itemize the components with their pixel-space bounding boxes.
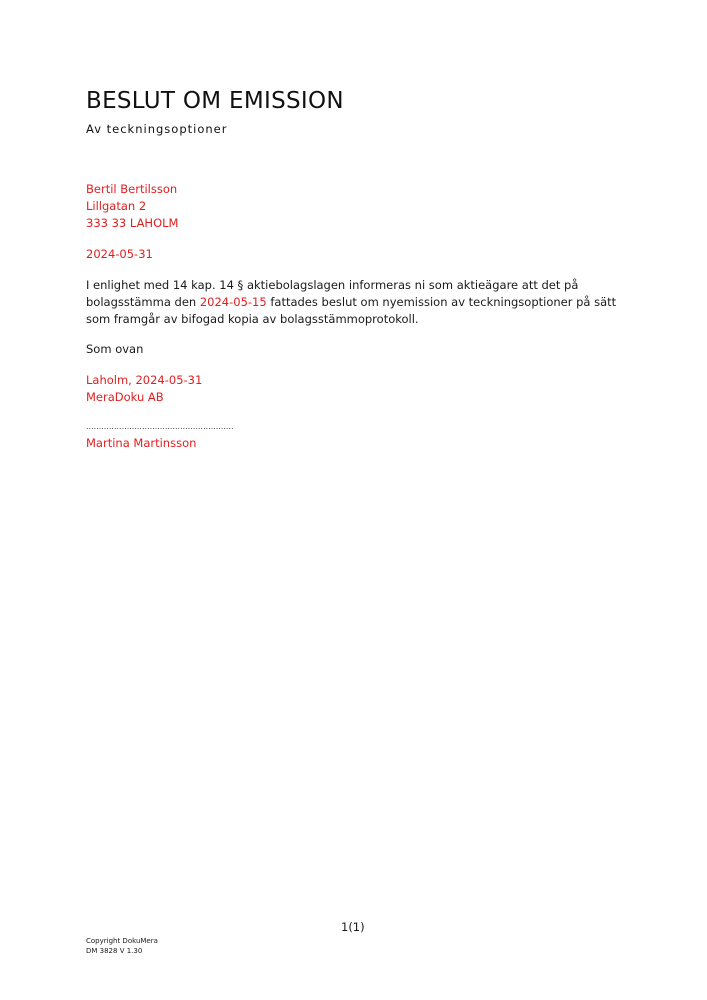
signature-line: ..........................................................: [86, 423, 234, 431]
recipient-postal: 333 33 LAHOLM: [86, 216, 179, 230]
place-date: Laholm, 2024-05-31: [86, 373, 203, 387]
footer-version: DM 3828 V 1.30: [86, 947, 143, 955]
sender-block: [86, 372, 202, 406]
closing-text: Som ovan: [86, 342, 144, 356]
document-subtitle: Av teckningsoptioner: [86, 122, 228, 136]
footer: [86, 936, 158, 956]
body-text-part2: fattades beslut om nyemission av teckningsoptioner på sätt som framgår av bifogad kopia av bolagsstämmoprotokoll.: [86, 295, 617, 326]
recipient-street: Lillgatan 2: [86, 199, 147, 213]
document-title: BESLUT OM EMISSION: [86, 88, 344, 114]
letter-date: [86, 246, 153, 263]
page-number: 1(1): [341, 920, 365, 934]
signature-block: [86, 423, 236, 452]
recipient-address: [86, 181, 178, 232]
closing-phrase: [86, 341, 143, 358]
meeting-date: 2024-05-15: [199, 295, 267, 309]
company-name: MeraDoku AB: [86, 390, 164, 404]
letter-body: [86, 277, 626, 328]
signatory-name: Martina Martinsson: [86, 436, 197, 450]
footer-copyright: Copyright DokuMera: [86, 937, 158, 945]
body-text-part1: I enlighet med 14 kap. 14 § aktiebolagslagen informeras ni som aktieägare att det på bolagsstämma den: [86, 278, 579, 309]
letter-date-value: 2024-05-31: [86, 247, 153, 261]
recipient-name: Bertil Bertilsson: [86, 182, 178, 196]
